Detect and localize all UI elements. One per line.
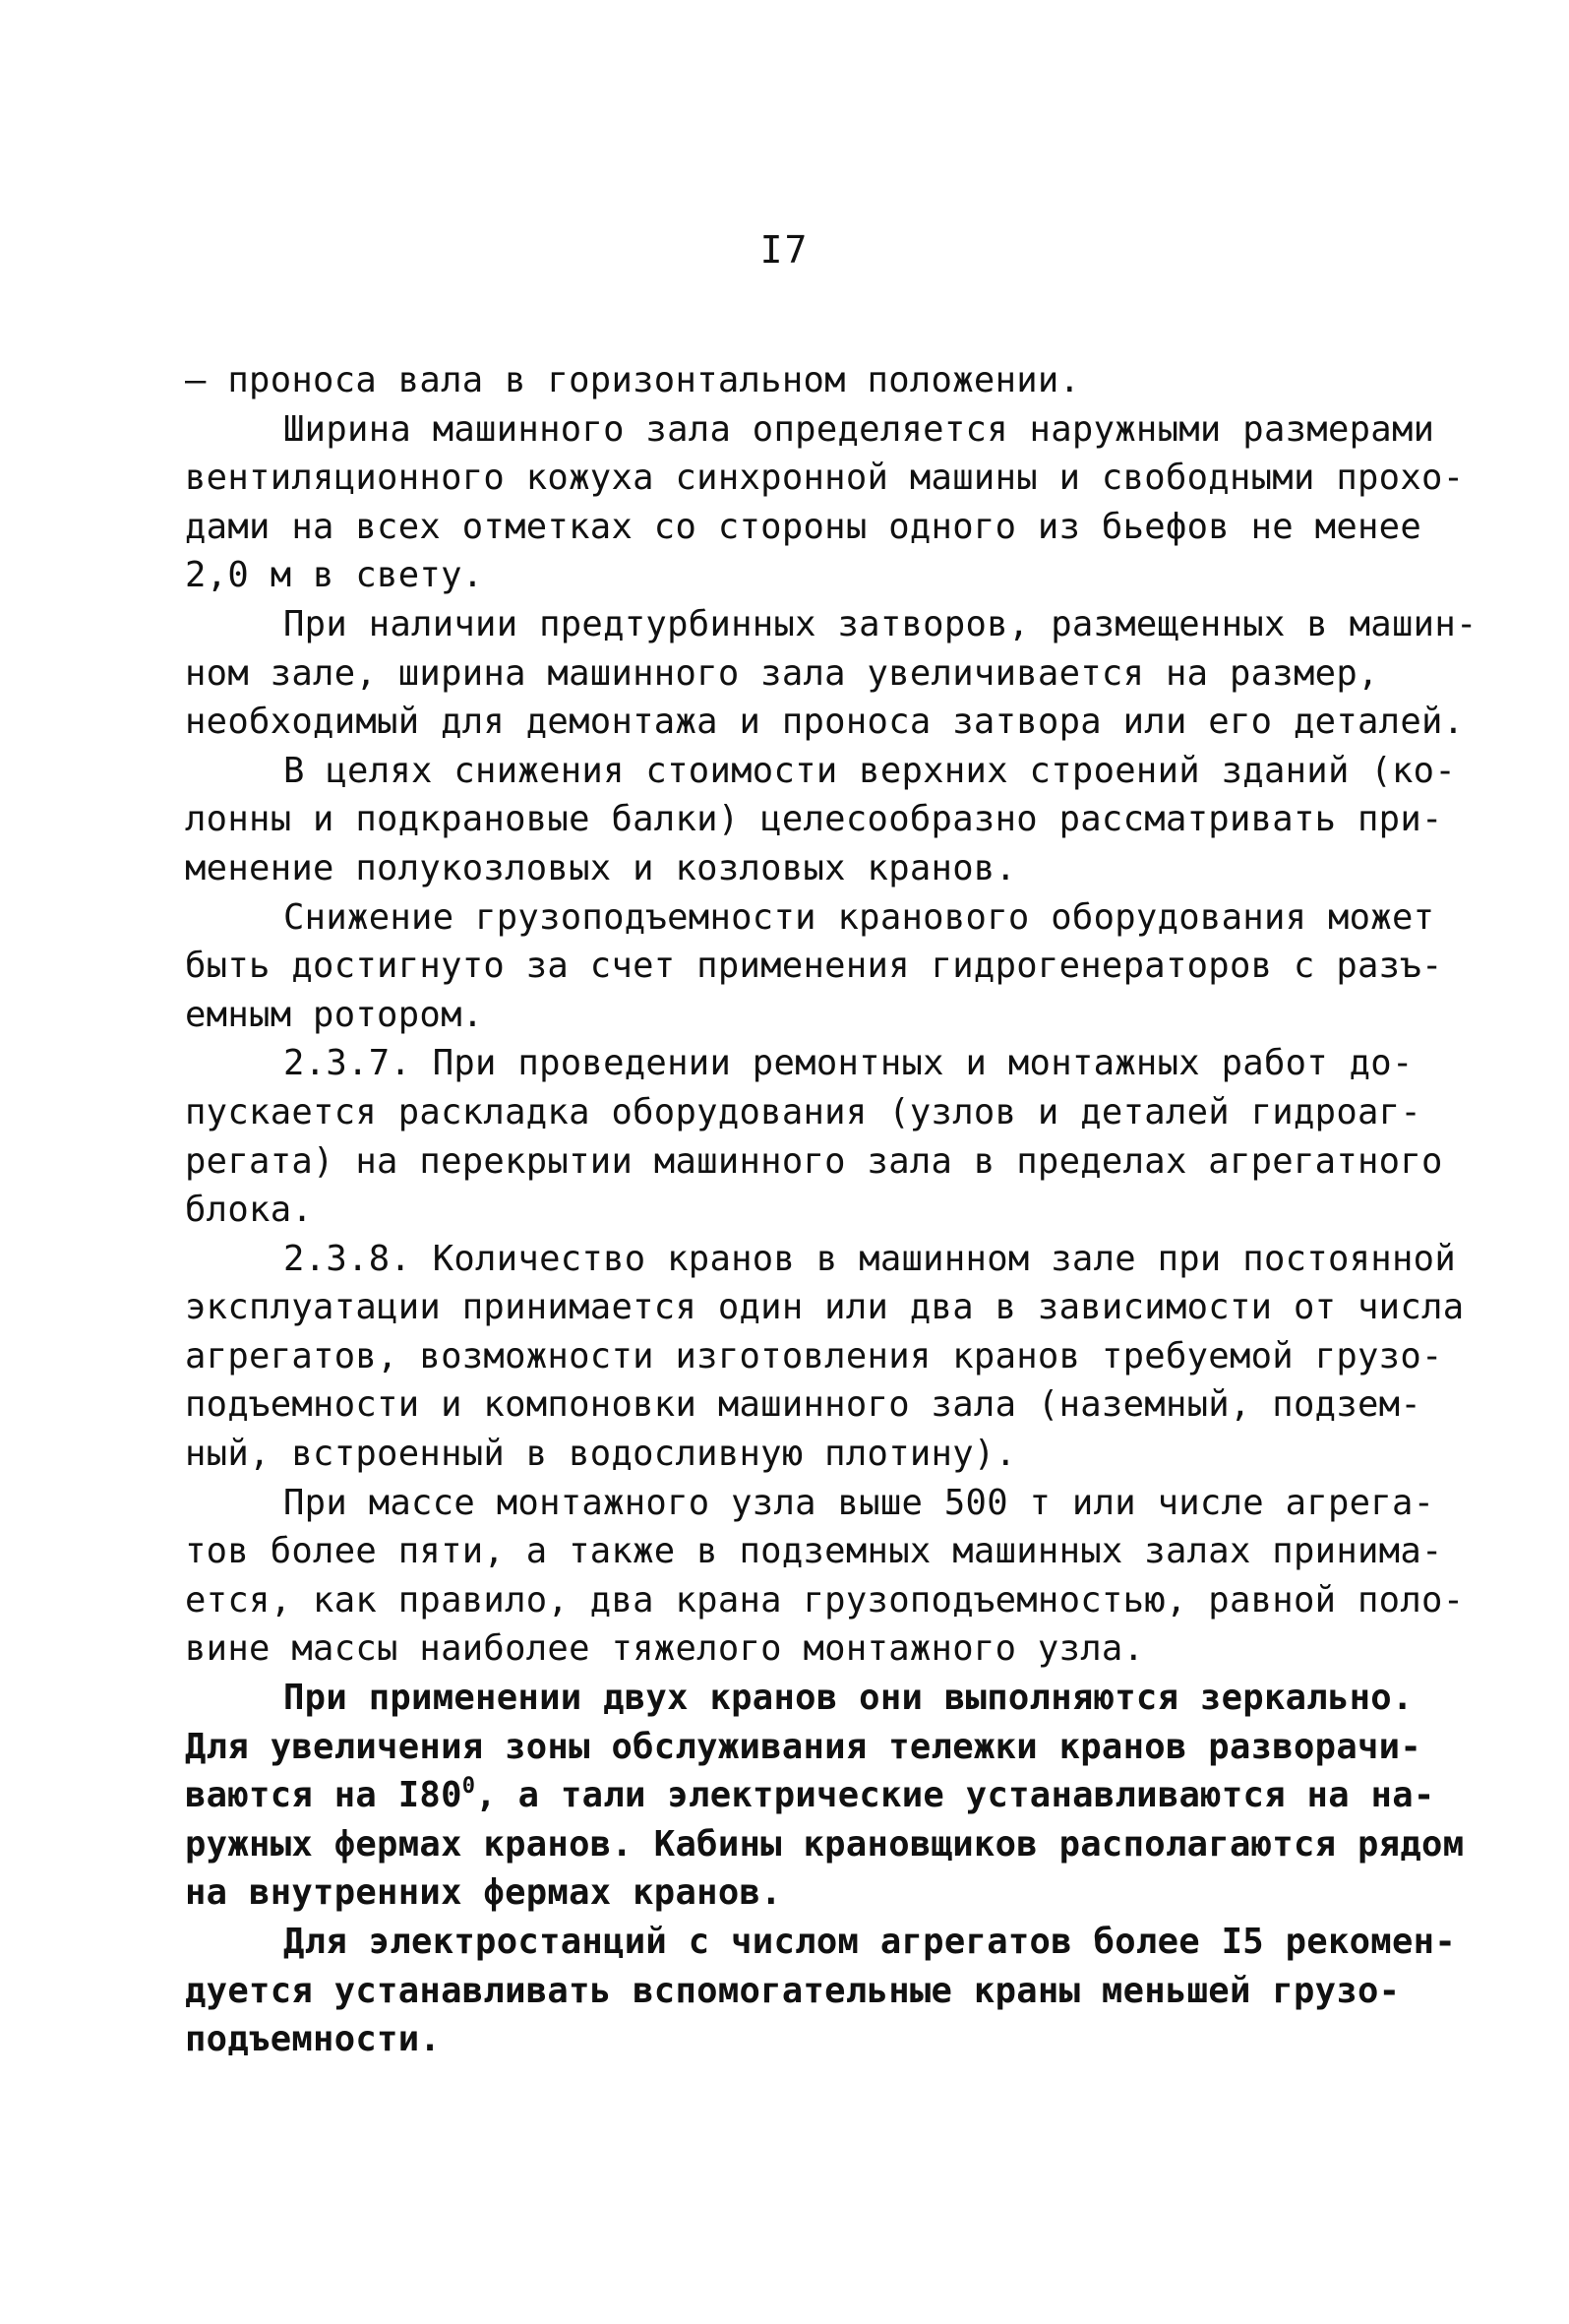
text-line-start: ваются на I80 (185, 1775, 462, 1816)
text-line: подъемности. (185, 2019, 442, 2060)
text-line: В целях снижения стоимости верхних строений зданий (ко- (283, 750, 1457, 791)
text-line: вине массы наиболее тяжелого монтажного узла. (185, 1628, 1145, 1670)
text-line: При массе монтажного узла выше 500 т или числе агрега- (283, 1482, 1435, 1523)
text-line: на внутренних фермах кранов. (185, 1872, 782, 1914)
text-line: 2,0 м в свету. (185, 555, 484, 596)
text-line: Ширина машинного зала определяется наружными размерами (283, 408, 1435, 450)
text-line: Для электростанций с числом агрегатов более I5 рекомен- (283, 1922, 1457, 1962)
text-line: эксплуатации принимается один или два в зависимости от числа (185, 1287, 1465, 1328)
text-line: При наличии предтурбинных затворов, размещенных в машин- (283, 603, 1478, 644)
text-line: 2.3.7. При проведении ремонтных и монтажных работ до- (283, 1043, 1414, 1084)
text-line: лонны и подкрановые балки) целесообразно рассматривать при- (185, 799, 1443, 840)
text-line: ется, как правило, два крана грузоподъемностью, равной поло- (185, 1579, 1465, 1621)
text-line: ружных фермах кранов. Кабины крановщиков располагаются рядом (185, 1823, 1465, 1865)
text-line: регата) на перекрытии машинного зала в пределах агрегатного (185, 1140, 1443, 1182)
text-line-end: , а тали электрические устанавливаются на на- (475, 1775, 1435, 1816)
text-line: Снижение грузоподъемности кранового оборудования может (283, 896, 1435, 938)
body-text (185, 356, 1478, 2064)
text-line: емным ротором. (185, 994, 484, 1035)
text-line: подъемности и компоновки машинного зала (наземный, подзем- (185, 1384, 1422, 1426)
text-line: менение полукозловых и козловых кранов. (185, 847, 1017, 888)
text-line: быть достигнуто за счет применения гидрогенераторов с разъ- (185, 946, 1443, 987)
text-line: вентиляционного кожуха синхронной машины и свободными прохо- (185, 458, 1465, 499)
text-line: блока. (185, 1190, 314, 1231)
degree-superscript: 0 (461, 1774, 476, 1800)
text-line: агрегатов, возможности изготовления кранов требуемой грузо- (185, 1335, 1443, 1376)
text-line: ном зале, ширина машинного зала увеличивается на размер, (185, 652, 1379, 694)
text-line (185, 1771, 1435, 1820)
text-line: ный, встроенный в водосливную плотину). (185, 1434, 1017, 1475)
text-line: При применении двух кранов они выполняются зеркально. (283, 1678, 1414, 1719)
text-line: необходимый для демонтажа и проноса затвора или его деталей. (185, 702, 1465, 743)
text-line: Для увеличения зоны обслуживания тележки кранов разворачи- (185, 1726, 1422, 1767)
page-number: I7 (759, 228, 810, 272)
text-line: дуется устанавливать вспомогательные краны меньшей грузо- (185, 1970, 1401, 2011)
text-line: 2.3.8. Количество кранов в машинном зале при постоянной (283, 1238, 1457, 1279)
text-line: дами на всех отметках со стороны одного из бьефов не менее (185, 506, 1422, 547)
text-line: – проноса вала в горизонтальном положении. (185, 360, 1081, 400)
text-line: пускается раскладка оборудования (узлов и деталей гидроаг- (185, 1091, 1422, 1132)
text-line: тов более пяти, а также в подземных машинных залах принима- (185, 1531, 1443, 1572)
